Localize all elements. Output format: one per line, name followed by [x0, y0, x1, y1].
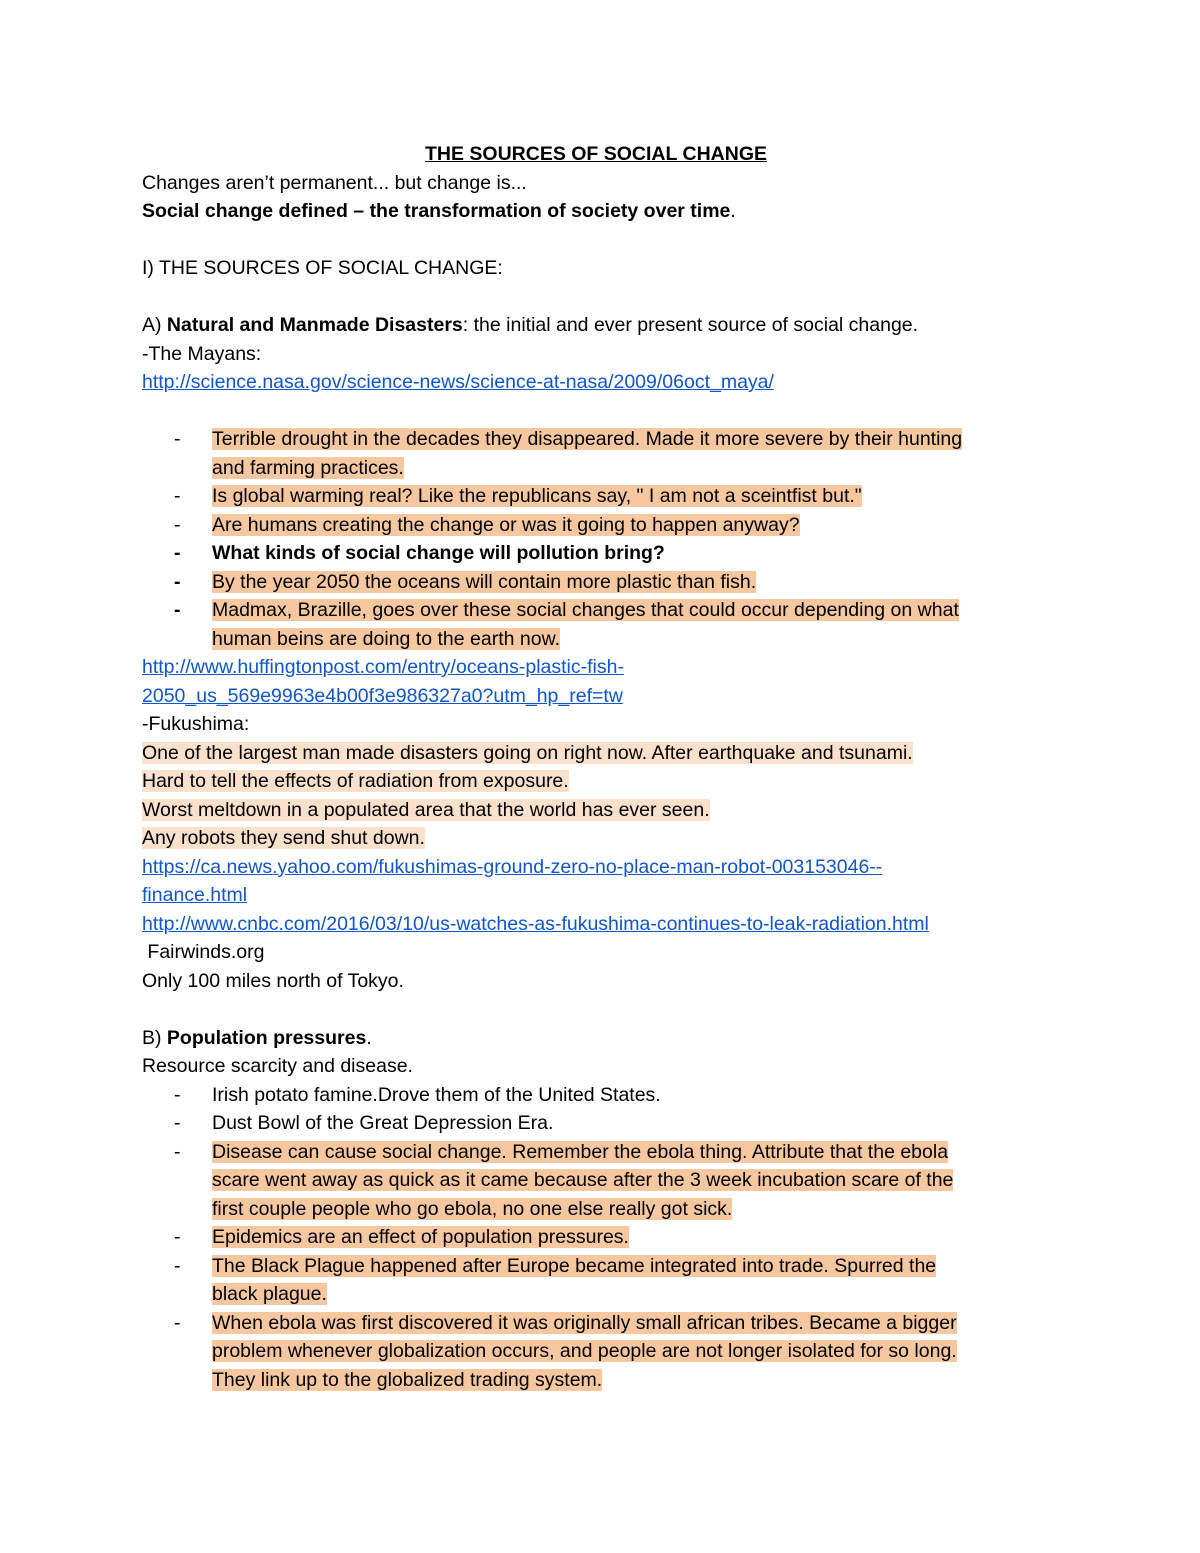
bullet-text: and farming practices. [212, 456, 404, 479]
dash-marker: - [174, 1254, 181, 1277]
mayans-label: -The Mayans: [142, 342, 262, 365]
bullet-text: scare went away as quick as it came because after the 3 week incubation scare of the [212, 1169, 954, 1191]
bullet-text: black plague. [212, 1283, 327, 1305]
dash-marker: - [174, 428, 181, 450]
fukushima-line: Hard to tell the effects of radiation from exposure. [142, 770, 569, 792]
fukushima-line: One of the largest man made disasters going on right now. After earthquake and tsunami. [142, 741, 913, 764]
section-b-bullet-list [142, 1081, 1052, 1395]
bullet-text: problem whenever globalization occurs, and people are not longer isolated for so long. [212, 1340, 957, 1362]
definition-bold: Social change defined – the transformation of society over time [142, 200, 731, 222]
list-item [142, 511, 1052, 540]
dash-marker: - [174, 542, 181, 564]
bullet-text: When ebola was first discovered it was originally small african tribes. Became a bigger [212, 1311, 957, 1334]
intro-line: Changes aren’t permanent... but change is... [142, 171, 527, 194]
list-item [142, 1223, 1052, 1252]
spacer [142, 283, 1052, 312]
fukushima-label: -Fukushima: [142, 713, 250, 735]
huffington-link-line2[interactable]: 2050_us_569e9963e4b00f3e986327a0?utm_hp_ref=tw [142, 684, 623, 707]
spacer [142, 226, 1052, 255]
section-a-rest: : the initial and ever present source of social change. [462, 314, 919, 336]
bullet-text: Is global warming real? Like the republicans say, " I am not a sceintfist but." [212, 485, 862, 507]
bullet-text: Irish potato famine.Drove them of the United States. [212, 1083, 661, 1106]
bullet-text: Madmax, Brazille, goes over these social changes that could occur depending on what [212, 599, 959, 621]
bullet-text: Dust Bowl of the Great Depression Era. [212, 1112, 554, 1134]
bullet-text: The Black Plague happened after Europe became integrated into trade. Spurred the [212, 1254, 937, 1277]
section-a-prefix: A) [142, 314, 167, 336]
section-a-heading [142, 311, 1052, 340]
bullet-text: Terrible drought in the decades they disappeared. Made it more severe by their hunting [212, 428, 963, 450]
section-b-bold: Population pressures [166, 1026, 367, 1049]
bullet-text: Disease can cause social change. Remember the ebola thing. Attribute that the ebola [212, 1140, 949, 1163]
list-item [142, 1309, 1052, 1395]
bullet-text: human beins are doing to the earth now. [212, 627, 560, 650]
dash-marker: - [174, 1140, 181, 1163]
section-heading: I) THE SOURCES OF SOCIAL CHANGE: [142, 257, 503, 279]
dash-marker: - [174, 1311, 181, 1334]
bullet-text: first couple people who go ebola, no one else really got sick. [212, 1197, 733, 1220]
document-page [142, 140, 1052, 1394]
section-b-subtitle: Resource scarcity and disease. [142, 1055, 413, 1077]
yahoo-link-line1[interactable]: https://ca.news.yahoo.com/fukushimas-ground-zero-no-place-man-robot-003153046-- [142, 855, 883, 878]
spacer [142, 995, 1052, 1024]
bullet-text: By the year 2050 the oceans will contain more plastic than fish. [212, 570, 757, 593]
spacer [142, 397, 1052, 426]
mayans-link[interactable]: http://science.nasa.gov/science-news/science-at-nasa/2009/06oct_maya/ [142, 371, 774, 393]
list-item [142, 1081, 1052, 1110]
huffington-link-line1[interactable]: http://www.huffingtonpost.com/entry/oceans-plastic-fish- [142, 656, 624, 678]
list-item [142, 1138, 1052, 1224]
dash-marker: - [174, 485, 181, 507]
section-b-heading [142, 1024, 1052, 1053]
fukushima-line: Worst meltdown in a populated area that the world has ever seen. [142, 798, 710, 821]
list-item [142, 1252, 1052, 1309]
dash-marker: - [174, 1226, 181, 1248]
section-b-prefix: B) [142, 1026, 167, 1049]
list-item [142, 568, 1052, 597]
yahoo-link-line2[interactable]: finance.html [142, 884, 248, 906]
dash-marker: - [174, 1083, 181, 1106]
fairwinds-line: Fairwinds.org [142, 941, 265, 963]
document-title: THE SOURCES OF SOCIAL CHANGE [424, 143, 767, 165]
list-item [142, 425, 1052, 482]
dash-marker: - [174, 599, 181, 621]
list-item [142, 539, 1052, 568]
definition-tail: . [730, 200, 736, 222]
bullet-text: Are humans creating the change or was it going to happen anyway? [212, 513, 800, 536]
dash-marker: - [174, 570, 181, 593]
cnbc-link[interactable]: http://www.cnbc.com/2016/03/10/us-watches-as-fukushima-continues-to-leak-radiation.html [142, 912, 929, 935]
dash-marker: - [174, 1112, 181, 1134]
bullet-text: Epidemics are an effect of population pressures. [212, 1226, 629, 1248]
definition-line [142, 197, 1052, 226]
bullet-text: They link up to the globalized trading system. [212, 1368, 603, 1391]
bullet-text: What kinds of social change will pollution bring? [212, 542, 665, 564]
list-item [142, 482, 1052, 511]
dash-marker: - [174, 513, 181, 536]
section-a-bullet-list [142, 425, 1052, 653]
fukushima-line: Any robots they send shut down. [142, 827, 425, 849]
section-a-bold: Natural and Manmade Disasters [166, 314, 463, 336]
section-b-tail: . [366, 1026, 372, 1049]
list-item [142, 1109, 1052, 1138]
tokyo-line: Only 100 miles north of Tokyo. [142, 969, 404, 992]
list-item [142, 596, 1052, 653]
